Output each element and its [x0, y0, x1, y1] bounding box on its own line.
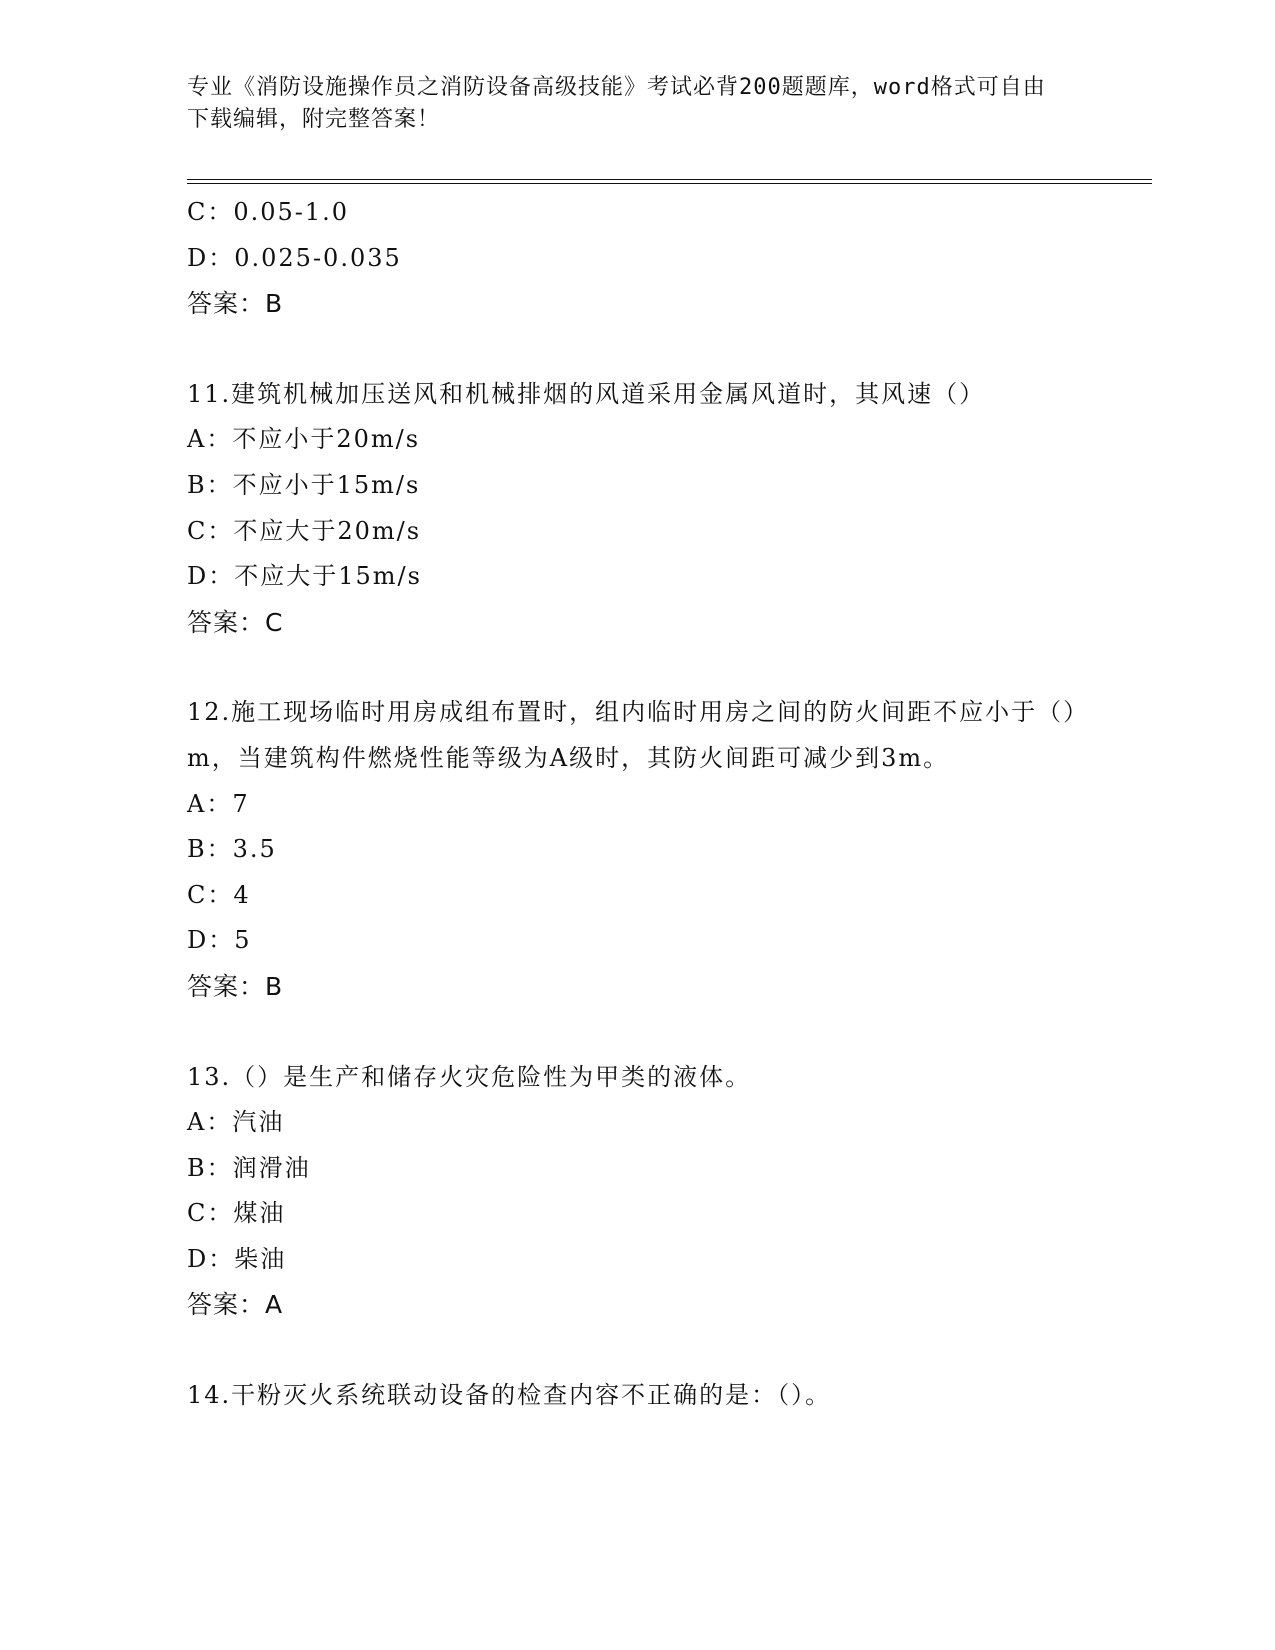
question-12-stem: 12.施工现场临时用房成组布置时，组内临时用房之间的防火间距不应小于（）m，当建筑构件燃烧性能等级为A级时，其防火间距可减少到3m。	[187, 698, 1078, 772]
question-13-stem: 13.（）是生产和储存火灾危险性为甲类的液体。	[187, 1062, 752, 1091]
question-11-option-a: A：不应小于20m/s	[187, 425, 421, 454]
spacer	[187, 1328, 1087, 1373]
question-11-option-d: D：不应大于15m/s	[187, 562, 422, 591]
header-divider-bottom	[187, 183, 1152, 184]
question-13-option-c: C：煤油	[187, 1199, 286, 1228]
option-d: D：0.025-0.035	[187, 243, 402, 272]
question-11-stem: 11.建筑机械加压送风和机械排烟的风道采用金属风道时，其风速（）	[187, 379, 986, 408]
question-11-option-c: C：不应大于20m/s	[187, 516, 422, 545]
question-11-option-b: B：不应小于15m/s	[187, 470, 421, 499]
spacer	[187, 327, 1087, 372]
spacer	[187, 1010, 1087, 1055]
question-14-stem: 14.干粉灭火系统联动设备的检查内容不正确的是：（）。	[187, 1381, 832, 1410]
question-13-option-a: A：汽油	[187, 1108, 285, 1137]
question-13-answer: 答案：A	[187, 1290, 284, 1320]
question-12-answer: 答案：B	[187, 971, 284, 1001]
question-12-option-c: C：4	[187, 880, 251, 909]
question-list	[187, 190, 1087, 1419]
question-12-option-b: B：3.5	[187, 835, 277, 864]
question-13-option-b: B：润滑油	[187, 1153, 311, 1182]
question-12-option-a: A：7	[187, 789, 250, 818]
option-c: C：0.05-1.0	[187, 198, 350, 226]
question-12-option-d: D：5	[187, 926, 252, 955]
document-header: 专业《消防设施操作员之消防设备高级技能》考试必背200题题库，word格式可自由下载编辑，附完整答案！	[187, 75, 1046, 132]
spacer	[187, 645, 1087, 690]
question-13-option-d: D：柴油	[187, 1244, 287, 1273]
question-11-answer: 答案：C	[187, 607, 284, 637]
answer-text: 答案：B	[187, 289, 284, 319]
header-divider-top	[187, 179, 1152, 180]
